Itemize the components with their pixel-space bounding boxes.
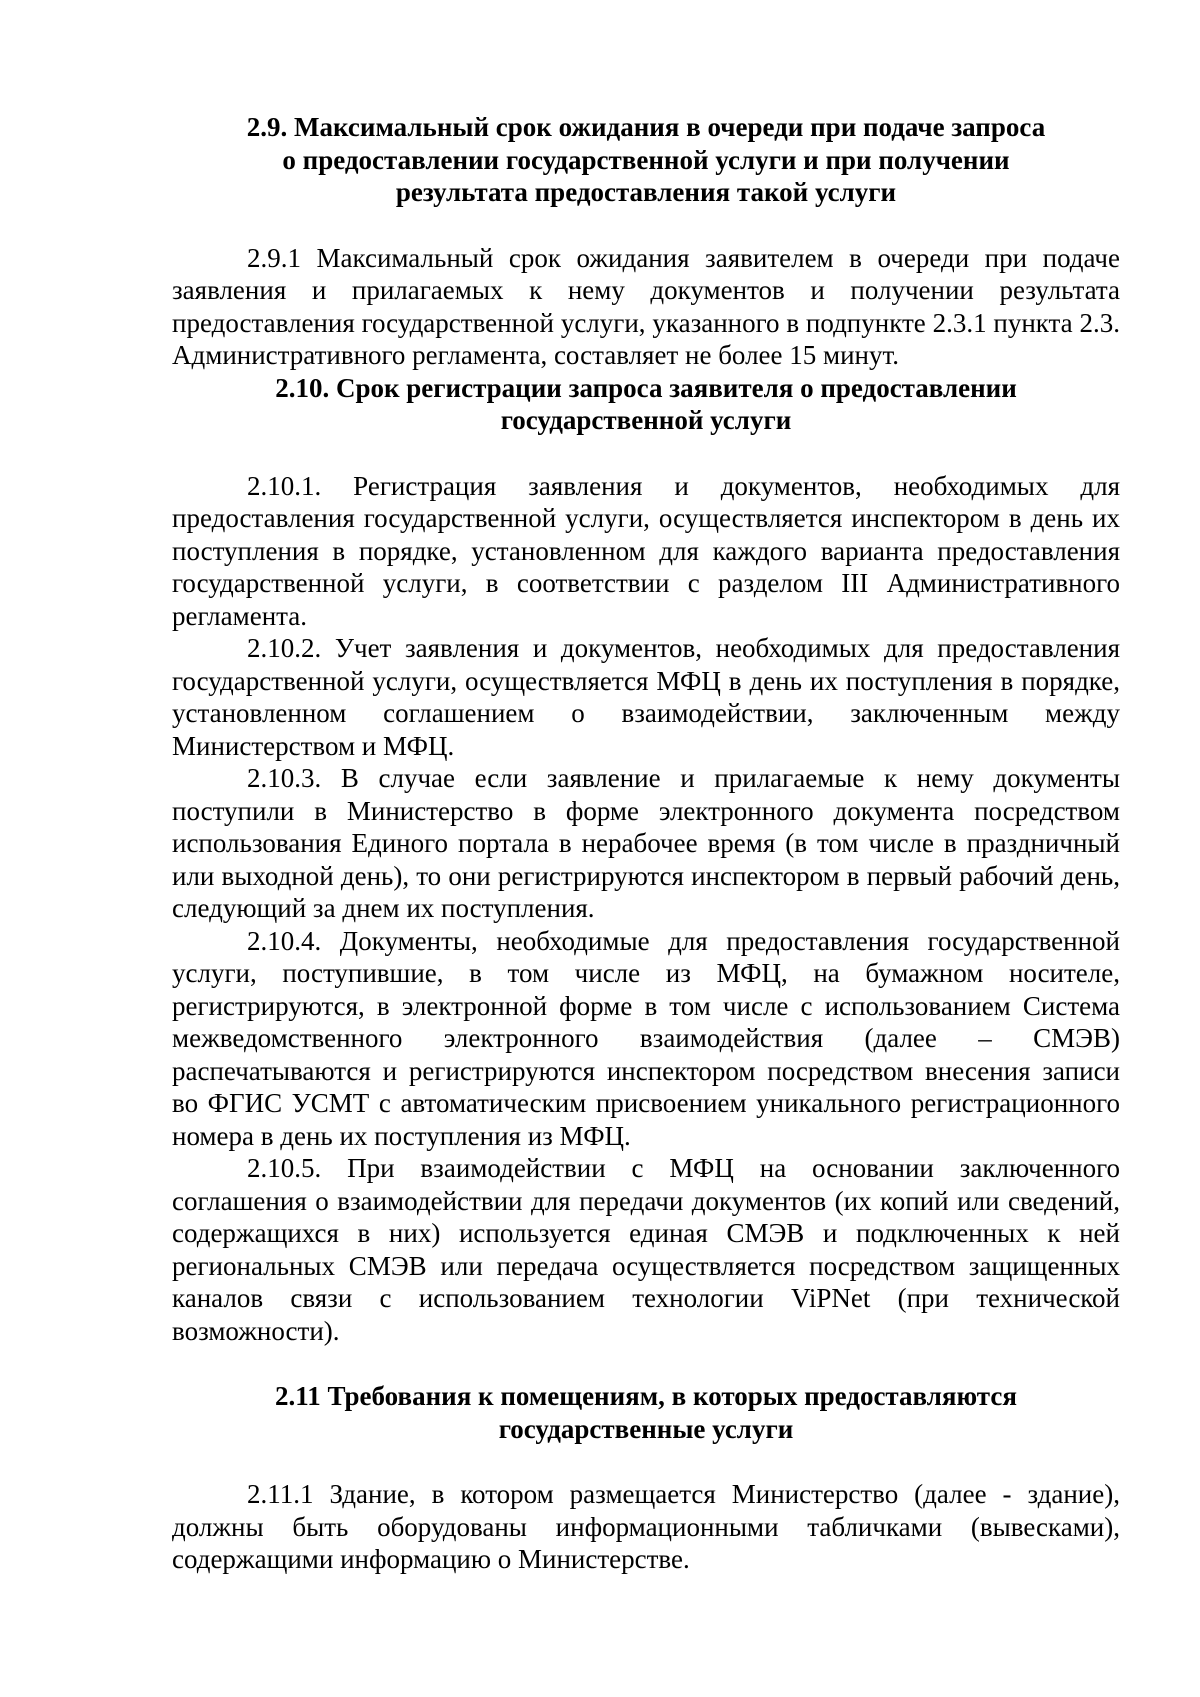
section-heading-2-11 (172, 1380, 1120, 1445)
section-heading-2-9 (172, 111, 1120, 209)
heading-line: результата предоставления такой услуги (395, 177, 897, 207)
heading-line: государственные услуги (498, 1413, 794, 1444)
paragraph-2-11-1: 2.11.1 Здание, в котором размещается Министерство (далее - здание), должны быть оборудованы информационными табличками (вывесками), содержащими информацию о Министерстве. (172, 1479, 1120, 1574)
paragraph-2-10-1: 2.10.1. Регистрация заявления и документов, необходимых для предоставления государственной услуги, осуществляется инспектором в день их поступления в порядке, установленном для каждого варианта предоставления государственной услуги, в соответствии с разделом III Административного регламента. (172, 470, 1120, 631)
heading-line: 2.11 Требования к помещениям, в которых предоставляются (275, 1381, 1017, 1411)
section-heading-2-10 (172, 372, 1120, 437)
document-body (172, 111, 1120, 1576)
paragraph-2-10-2: 2.10.2. Учет заявления и документов, необходимых для предоставления государственной услуги, осуществляется МФЦ в день их поступления в порядке, установленном соглашением о взаимодействии, заключенным между Министерством и МФЦ. (172, 633, 1120, 761)
paragraph-2-10-4: 2.10.4. Документы, необходимые для предоставления государственной услуги, поступившие, в том числе из МФЦ, на бумажном носителе, регистрируются, в электронной форме в том числе с использованием Система межведомственного электронного взаимодействия (далее – СМЭВ) распечатываются и регистрируются инспектором посредством внесения записи во ФГИС УСМТ с автоматическим присвоением уникального регистрационного номера в день их поступления из МФЦ. (172, 925, 1120, 1151)
heading-line: государственной услуги (500, 405, 792, 435)
heading-line: о предоставлении государственной услуги и при получении (282, 144, 1010, 175)
paragraph-2-10-5: 2.10.5. При взаимодействии с МФЦ на основании заключенного соглашения о взаимодействии для передачи документов (их копий или сведений, содержащихся в них) используется единая СМЭВ и подключенных к ней региональных СМЭВ или передача осуществляется посредством защищенных каналов связи с использованием технологии ViPNet (при технической возможности). (172, 1153, 1120, 1346)
heading-line: 2.10. Срок регистрации запроса заявителя о предоставлении (275, 372, 1017, 403)
paragraph-2-9-1: 2.9.1 Максимальный срок ожидания заявителем в очереди при подаче заявления и прилагаемых к нему документов и получении результата предоставления государственной услуги, указанного в подпункте 2.3.1 пункта 2.3. Административного регламента, составляет не более 15 минут. (172, 242, 1120, 370)
paragraph-2-10-3: 2.10.3. В случае если заявление и прилагаемые к нему документы поступили в Министерство в форме электронного документа посредством использования Единого портала в нерабочее время (в том числе в праздничный или выходной день), то они регистрируются инспектором в первый рабочий день, следующий за днем их поступления. (172, 763, 1120, 923)
heading-line: 2.9. Максимальный срок ожидания в очереди при подаче запроса (246, 112, 1046, 142)
